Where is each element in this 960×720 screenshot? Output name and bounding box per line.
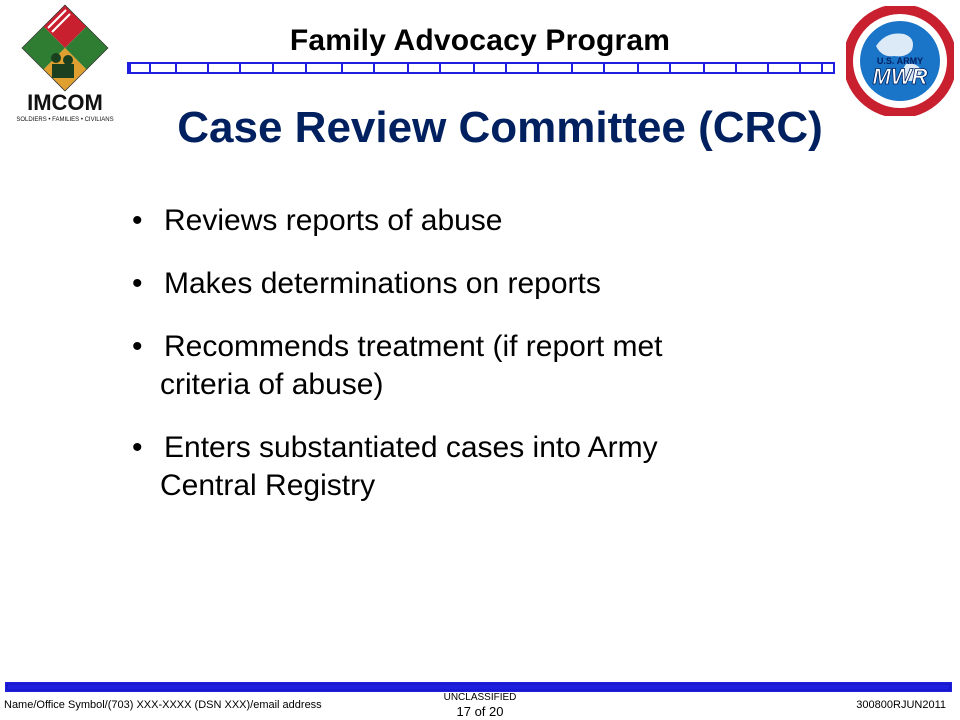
bullet-text-continuation: criteria of abuse) bbox=[160, 368, 384, 401]
imcom-wordmark: IMCOM bbox=[27, 90, 103, 115]
bullet-text: Recommends treatment (if report met bbox=[164, 330, 663, 363]
page-number: 17 of 20 bbox=[456, 704, 504, 719]
bullet-item bbox=[130, 202, 830, 240]
bullet-item bbox=[130, 328, 830, 404]
footer-divider-bar bbox=[5, 682, 952, 692]
bullet-list bbox=[130, 202, 830, 530]
mwr-logo bbox=[846, 6, 954, 116]
header-divider-bar bbox=[127, 62, 835, 74]
bullet-glyph: • bbox=[132, 330, 143, 363]
classification-marking: UNCLASSIFIED bbox=[443, 692, 517, 703]
bullet-text: Makes determinations on reports bbox=[164, 267, 601, 300]
bullet-text-continuation: Central Registry bbox=[160, 469, 376, 502]
bullet-glyph: • bbox=[132, 431, 143, 464]
imcom-logo bbox=[8, 2, 122, 124]
bullet-glyph: • bbox=[132, 204, 143, 237]
bullet-text: Reviews reports of abuse bbox=[164, 204, 503, 237]
bullet-text: Enters substantiated cases into Army bbox=[164, 431, 658, 464]
bullet-item bbox=[130, 265, 830, 303]
mwr-top-text: U.S. ARMY bbox=[876, 56, 924, 66]
bullet-item bbox=[130, 429, 830, 505]
slide-title: Case Review Committee (CRC) bbox=[177, 103, 823, 152]
footer-dtg: 300800RJUN2011 bbox=[856, 699, 946, 711]
bullet-glyph: • bbox=[132, 267, 143, 300]
mwr-wordmark: MWR bbox=[872, 64, 928, 89]
footer-contact: Name/Office Symbol/(703) XXX-XXXX (DSN XXX)/email address bbox=[4, 699, 322, 711]
imcom-tagline: SOLDIERS • FAMILIES • CIVILIANS bbox=[16, 117, 114, 123]
header-title: Family Advocacy Program bbox=[289, 24, 671, 57]
